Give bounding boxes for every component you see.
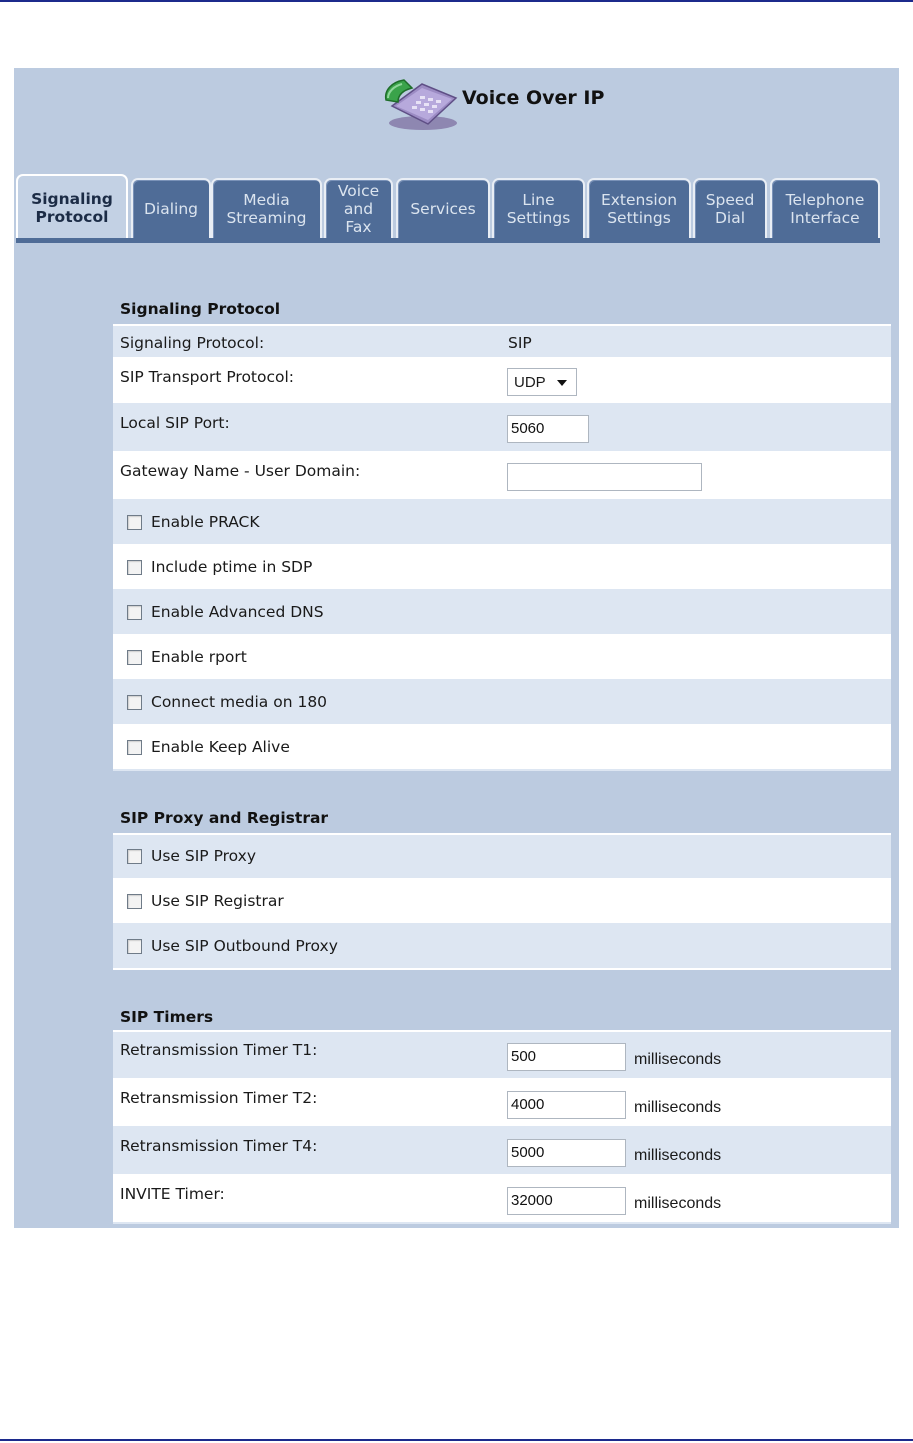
tab-voice-and-fax[interactable]: Voice and Fax bbox=[324, 178, 393, 238]
row-use-sip-outbound-proxy bbox=[113, 925, 891, 970]
proxy-table bbox=[113, 833, 891, 970]
voip-panel bbox=[14, 68, 899, 1228]
use-sip-outbound-proxy-label: Use SIP Outbound Proxy bbox=[151, 937, 338, 955]
row-use-sip-proxy bbox=[113, 835, 891, 880]
tab-bar-base bbox=[16, 238, 880, 243]
tab-services[interactable]: Services bbox=[396, 178, 490, 238]
tab-dialing[interactable]: Dialing bbox=[131, 178, 211, 238]
row-connect-media bbox=[113, 681, 891, 726]
section-title-timers: SIP Timers bbox=[120, 1008, 214, 1026]
row-gateway-name bbox=[113, 453, 891, 501]
timer-t1-unit: milliseconds bbox=[634, 1051, 722, 1068]
row-timer-t2 bbox=[113, 1080, 891, 1128]
gateway-name-input[interactable] bbox=[507, 463, 702, 491]
section-title-signaling: Signaling Protocol bbox=[120, 300, 281, 318]
gateway-name-label: Gateway Name - User Domain: bbox=[120, 462, 361, 480]
tab-extension-settings[interactable]: Extension Settings bbox=[587, 178, 691, 238]
use-sip-proxy-checkbox[interactable] bbox=[127, 849, 142, 864]
row-use-sip-registrar bbox=[113, 880, 891, 925]
invite-timer-input[interactable]: 32000 bbox=[507, 1187, 626, 1215]
invite-timer-unit: milliseconds bbox=[634, 1195, 722, 1212]
timer-t1-label: Retransmission Timer T1: bbox=[120, 1041, 318, 1059]
section-title-proxy: SIP Proxy and Registrar bbox=[120, 809, 329, 827]
tab-line-settings[interactable]: Line Settings bbox=[492, 178, 585, 238]
enable-keep-alive-checkbox[interactable] bbox=[127, 740, 142, 755]
use-sip-registrar-checkbox[interactable] bbox=[127, 894, 142, 909]
signaling-protocol-label: Signaling Protocol: bbox=[120, 334, 265, 352]
invite-timer-label: INVITE Timer: bbox=[120, 1185, 225, 1203]
tab-bar bbox=[14, 174, 899, 240]
row-enable-prack bbox=[113, 501, 891, 546]
timer-t1-input[interactable]: 500 bbox=[507, 1043, 626, 1071]
local-sip-port-label: Local SIP Port: bbox=[120, 414, 230, 432]
timer-t4-input[interactable]: 5000 bbox=[507, 1139, 626, 1167]
signaling-protocol-value: SIP bbox=[508, 334, 532, 352]
row-local-sip-port bbox=[113, 405, 891, 453]
enable-rport-checkbox[interactable] bbox=[127, 650, 142, 665]
phone-icon bbox=[382, 76, 464, 132]
timer-t2-unit: milliseconds bbox=[634, 1099, 722, 1116]
connect-media-checkbox[interactable] bbox=[127, 695, 142, 710]
transport-protocol-select[interactable] bbox=[507, 368, 577, 396]
timer-t4-unit: milliseconds bbox=[634, 1147, 722, 1164]
timer-t2-label: Retransmission Timer T2: bbox=[120, 1089, 318, 1107]
page-title: Voice Over IP bbox=[462, 87, 605, 109]
chevron-down-icon bbox=[557, 380, 567, 386]
tab-speed-dial[interactable]: Speed Dial bbox=[693, 178, 767, 238]
signaling-table bbox=[113, 324, 891, 771]
timer-t2-input[interactable]: 4000 bbox=[507, 1091, 626, 1119]
enable-prack-label: Enable PRACK bbox=[151, 513, 260, 531]
include-ptime-checkbox[interactable] bbox=[127, 560, 142, 575]
row-enable-advanced-dns bbox=[113, 591, 891, 636]
include-ptime-label: Include ptime in SDP bbox=[151, 558, 313, 576]
enable-advanced-dns-checkbox[interactable] bbox=[127, 605, 142, 620]
page-header bbox=[14, 68, 899, 168]
connect-media-label: Connect media on 180 bbox=[151, 693, 328, 711]
transport-protocol-label: SIP Transport Protocol: bbox=[120, 368, 295, 386]
tab-media-streaming[interactable]: Media Streaming bbox=[211, 178, 322, 238]
use-sip-outbound-proxy-checkbox[interactable] bbox=[127, 939, 142, 954]
row-enable-rport bbox=[113, 636, 891, 681]
enable-keep-alive-label: Enable Keep Alive bbox=[151, 738, 290, 756]
row-signaling-protocol bbox=[113, 326, 891, 359]
timer-t4-label: Retransmission Timer T4: bbox=[120, 1137, 318, 1155]
row-transport-protocol bbox=[113, 359, 891, 405]
timers-table bbox=[113, 1030, 891, 1224]
transport-protocol-value: UDP bbox=[514, 374, 546, 391]
use-sip-registrar-label: Use SIP Registrar bbox=[151, 892, 284, 910]
row-timer-t1 bbox=[113, 1032, 891, 1080]
row-invite-timer bbox=[113, 1176, 891, 1224]
tab-telephone-interface[interactable]: Telephone Interface bbox=[770, 178, 880, 238]
enable-rport-label: Enable rport bbox=[151, 648, 247, 666]
top-rule bbox=[0, 0, 913, 2]
row-include-ptime bbox=[113, 546, 891, 591]
enable-advanced-dns-label: Enable Advanced DNS bbox=[151, 603, 324, 621]
row-enable-keep-alive bbox=[113, 726, 891, 771]
use-sip-proxy-label: Use SIP Proxy bbox=[151, 847, 257, 865]
row-timer-t4 bbox=[113, 1128, 891, 1176]
bottom-rule bbox=[0, 1439, 913, 1441]
enable-prack-checkbox[interactable] bbox=[127, 515, 142, 530]
tab-signaling-protocol[interactable]: Signaling Protocol bbox=[16, 174, 128, 240]
local-sip-port-input[interactable]: 5060 bbox=[507, 415, 589, 443]
